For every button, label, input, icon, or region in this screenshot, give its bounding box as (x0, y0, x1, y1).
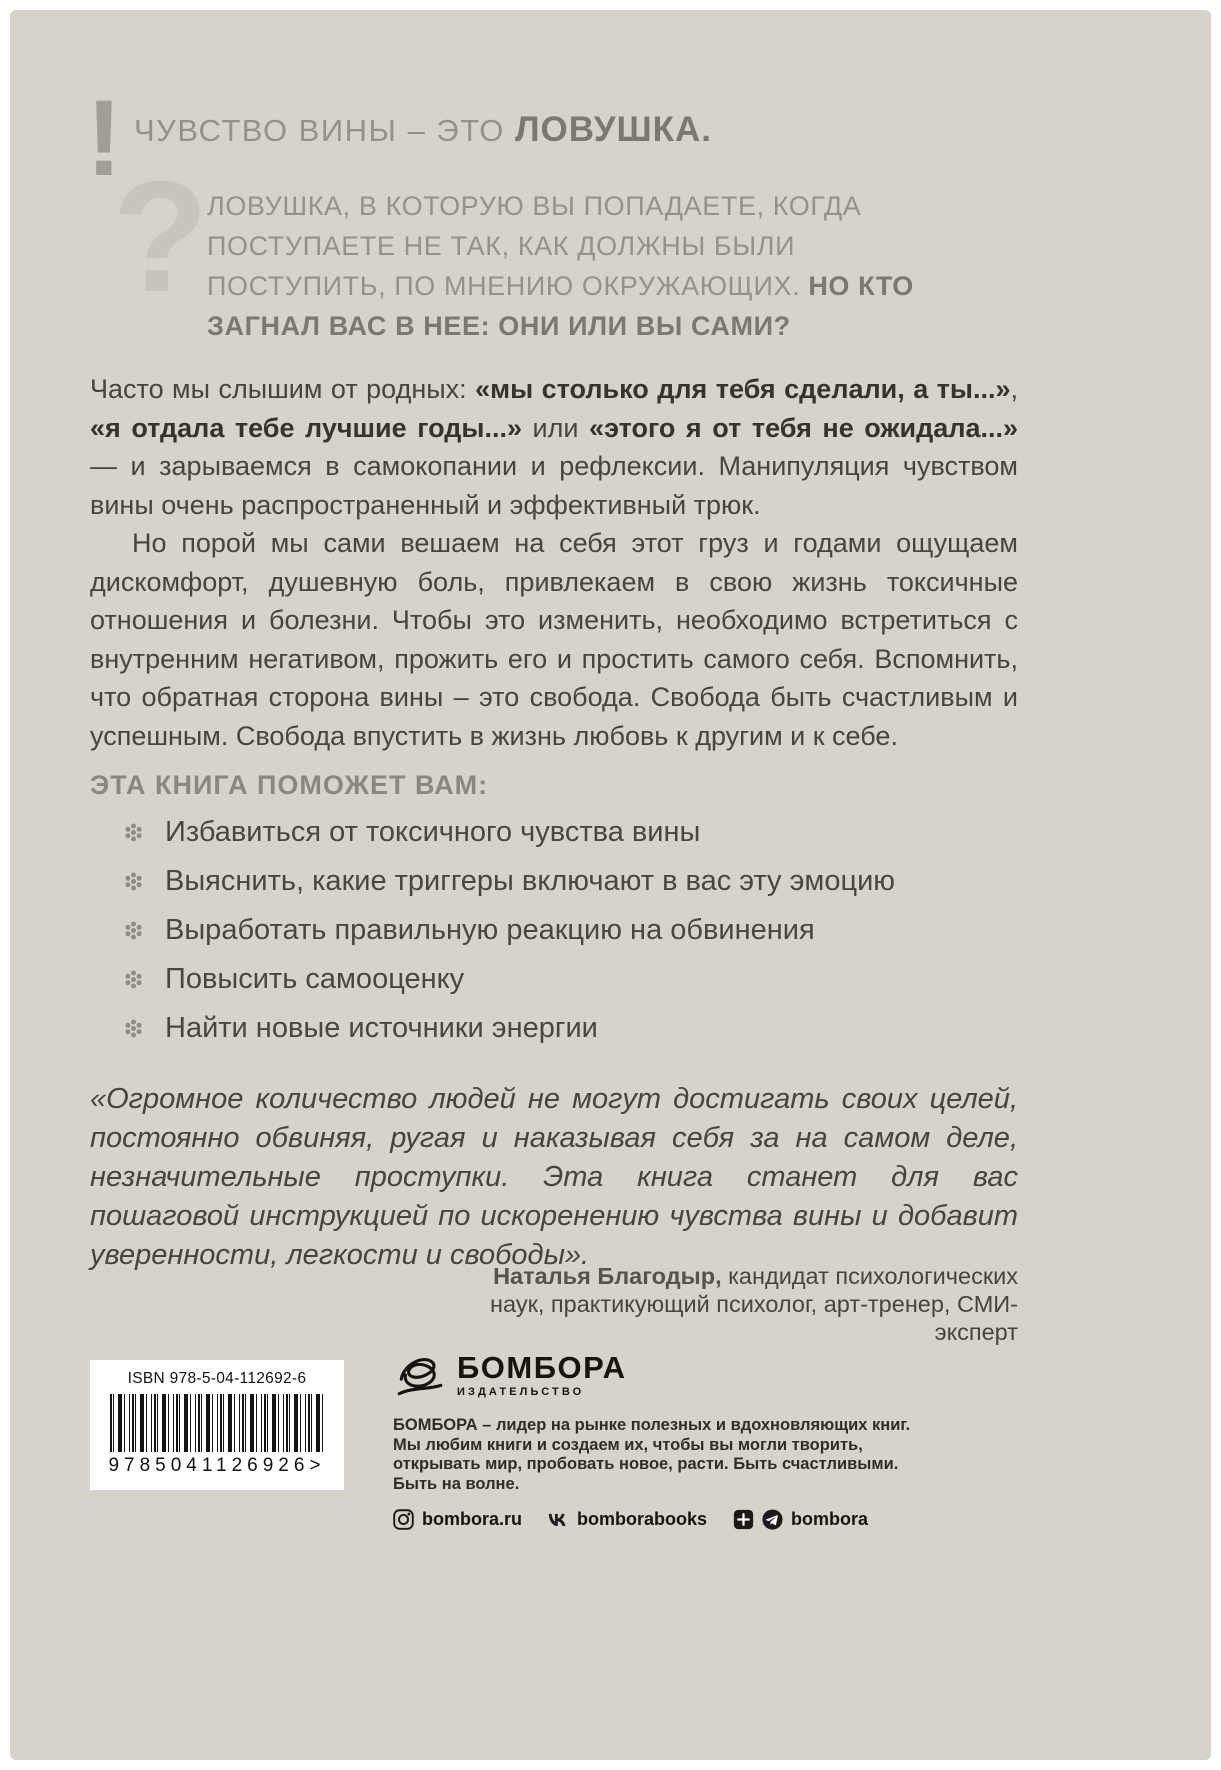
benefit-text: Повысить самооценку (165, 963, 465, 995)
barcode-digits (90, 1455, 344, 1477)
list-item (124, 906, 895, 955)
publisher-logo-row (393, 1348, 925, 1402)
list-item (124, 955, 895, 1004)
isbn-barcode-block (90, 1360, 344, 1490)
flower-bullet-icon (131, 879, 136, 884)
exclamation-mark: ! (86, 77, 122, 198)
publisher-subtitle: ИЗДАТЕЛЬСТВО (457, 1386, 585, 1399)
flower-bullet-icon (131, 830, 136, 835)
publisher-description: БОМБОРА – лидер на рынке полезных и вдохновляющих книг. Мы любим книги и создаем их, чтобы вы могли творить, открывать мир, пробовать новое, расти. Быть счастливыми. Быть на волне. (393, 1416, 911, 1493)
flower-bullet-icon (131, 1026, 136, 1031)
benefits-list (124, 808, 895, 1053)
benefit-text: Выяснить, какие триггеры включают в вас эту эмоцию (165, 865, 896, 897)
publisher-logo-text (457, 1349, 627, 1399)
social-telegram (733, 1509, 868, 1530)
instagram-icon (393, 1509, 414, 1530)
list-item (124, 808, 895, 857)
flower-bullet-icon (131, 928, 136, 933)
paragraph-burden: Но порой мы сами вешаем на себя этот груз и годами ощущаем дискомфорт, душевную боль, привлекаем в свою жизнь токсичные отношения и болезни. Чтобы это изменить, необходимо встретиться с внутренним негативом, прожить его и простить самого себя. Вспомнить, что обратная сторона вины – это свобода. Свобода быть счастливым и успешным. Свобода впустить в жизнь любовь к другим и к себе. (90, 528, 1018, 751)
social-label: bombora (791, 1509, 869, 1529)
barcode (110, 1394, 324, 1452)
telegram-icon (762, 1509, 783, 1530)
scribble-logo-icon (393, 1348, 447, 1402)
question-mark: ? (112, 149, 209, 325)
publisher-block (393, 1348, 925, 1530)
social-links (393, 1509, 925, 1530)
review-quote: «Огромное количество людей не могут достигать своих целей, постоянно обвиняя, ругая и наказывая себя за на самом деле, незначительные проступки. Эта книга станет для вас пошаговой инструкцией по искоренению чувства вины и добавит уверенности, легкости и свободы». (90, 1083, 1018, 1271)
social-label: bombora.ru (422, 1509, 523, 1529)
list-item (124, 857, 895, 906)
vk-icon (548, 1509, 569, 1530)
benefits-heading: ЭТА КНИГА ПОМОЖЕТ ВАМ: (90, 770, 489, 800)
social-vk (548, 1509, 707, 1530)
benefit-text: Избавиться от токсичного чувства вины (165, 816, 701, 848)
social-label: bomborabooks (577, 1509, 708, 1529)
isbn-label: ISBN 978-5-04-112692-6 (127, 1370, 307, 1387)
list-item (124, 1004, 895, 1053)
publisher-name: БОМБОРА (457, 1349, 627, 1385)
benefit-text: Выработать правильную реакцию на обвинения (165, 914, 815, 946)
social-instagram (393, 1509, 522, 1530)
benefit-text: Найти новые источники энергии (165, 1012, 598, 1044)
cover-background (10, 10, 1211, 1760)
barcode-number: 9785041126926 (108, 1455, 310, 1476)
intro-paragraph: ЛОВУШКА, В КОТОРУЮ ВЫ ПОПАДАЕТЕ, КОГДА ПОСТУПАЕТЕ НЕ ТАК, КАК ДОЛЖНЫ БЫЛИ ПОСТУПИТЬ, ПО МНЕНИЮ ОКРУЖАЮЩИХ. НО КТО ЗАГНАЛ ВАС В НЕЕ: ОНИ ИЛИ ВЫ САМИ? (207, 191, 914, 341)
body-text (90, 370, 1018, 755)
flower-bullet-icon (131, 977, 136, 982)
quote-attribution: Наталья Благодыр, кандидат психологических наук, практикующий психолог, арт-тренер, СМИ-эксперт (490, 1263, 1018, 1345)
paragraph-manipulation: Часто мы слышим от родных: «мы столько для тебя сделали, а ты...», «я отдала тебе лучшие годы...» или «этого я от тебя не ожидала...» — и зарываемся в самокопании и рефлексии. Манипуляция чувством вины очень распространенный и эффективный трюк. (90, 374, 1019, 520)
plus-icon (733, 1509, 754, 1530)
barcode-tail: > (309, 1455, 326, 1476)
tagline: ЧУВСТВО ВИНЫ – ЭТО ЛОВУШКА. (134, 110, 713, 149)
